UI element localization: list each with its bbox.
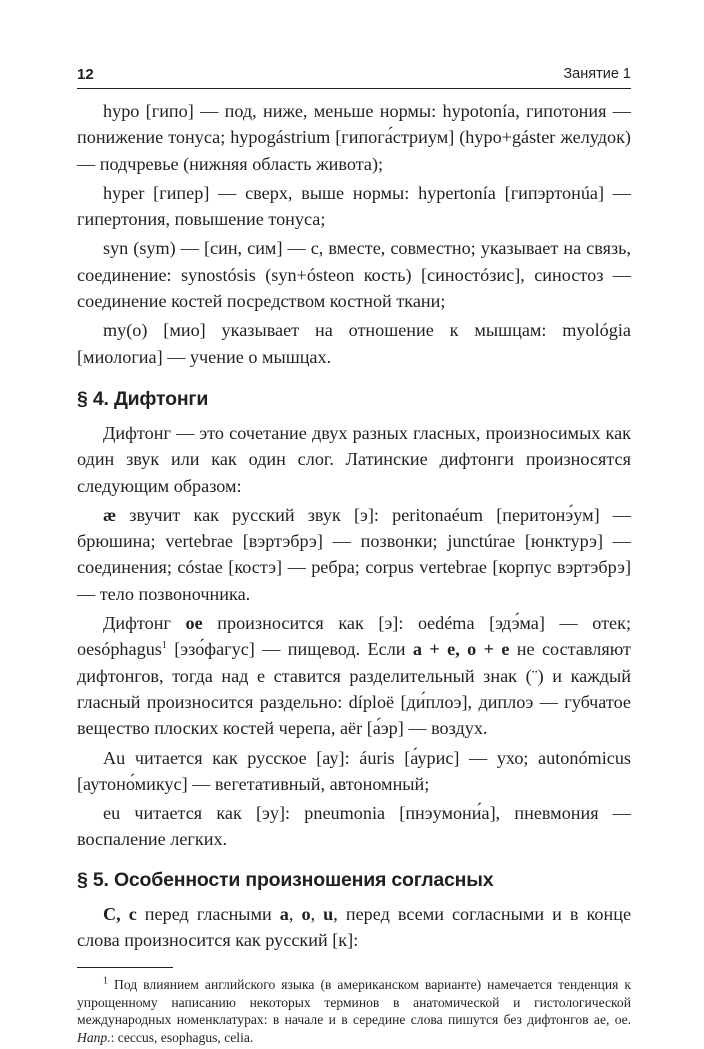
paragraph-consonant-c xyxy=(77,901,631,954)
footnote-reference[interactable]: 1 xyxy=(161,640,167,652)
c-text-2: , перед всеми согласными и в конце слова произносится как русский [к]: xyxy=(77,903,632,951)
page-body xyxy=(77,98,631,1049)
paragraph-au: Au читается как русское [ау]: áuris [а́урис] — ухо; autonómicus [аутоно́микус] — вегетативный, автономный; xyxy=(77,747,631,794)
c-text-1: перед гласными xyxy=(136,903,280,924)
vowel-separator: , xyxy=(288,903,302,924)
paragraph-oe xyxy=(77,610,631,741)
paragraph-eu: eu читается как [эу]: pneumonia [пнэумони́а], пневмония — воспаление легких. xyxy=(77,803,631,850)
vowel-combination: a + e, o + e xyxy=(412,639,510,660)
footnote-example-label: Напр. xyxy=(77,1029,111,1045)
oe-symbol: oe xyxy=(185,613,203,634)
running-header xyxy=(77,64,631,86)
vowel-u: u xyxy=(323,903,334,924)
paragraph-myo: my(o) [мио] указывает на отношение к мышцам: myológia [миологиа] — учение о мышцах. xyxy=(77,320,631,367)
section-5-heading: § 5. Особенности произношения согласных xyxy=(77,868,494,891)
oe-text-3: [эзо́фагус] — пищевод. Если xyxy=(166,639,413,660)
footnote-text-1: Под влиянием английского языка (в американском варианте) намечается тенденция к упрощенному написанию некоторых терминов в анатомической и гистологической международных номенклатурах: в начале и в середине слова пишутся без дифтонгов ae, oe. xyxy=(77,977,631,1028)
footnote-marker: 1 xyxy=(103,975,108,987)
letter-c: С, с xyxy=(103,903,137,924)
oe-text-1: Дифтонг xyxy=(103,613,186,634)
paragraph-diphthong-intro: Дифтонг — это сочетание двух разных гласных, произносимых как один звук или как один слог. Латинские дифтонги произносятся следующим образом: xyxy=(77,422,631,496)
paragraph-hyper: hyper [гипер] — сверх, выше нормы: hypertonía [гипэртонúа] — гипертония, повышение тонуса; xyxy=(77,182,631,230)
header-rule xyxy=(77,88,631,89)
oe-text-4: не составляют дифтонгов, тогда над e ставится разделительный знак (¨) и каждый гласный произносится раздельно: díploë [ди́плоэ], диплоэ — губчатое вещество плоских костей черепа, aër [а́эр] — воздух. xyxy=(77,639,632,739)
vowel-separator: , xyxy=(310,903,324,924)
footnote xyxy=(77,976,631,1046)
vowel-o: o xyxy=(301,903,311,924)
ae-symbol: æ xyxy=(103,504,117,525)
paragraph-ae xyxy=(77,502,631,607)
ae-text: звучит как русский звук [э]: peritonaéum [перитонэ́ум] — брюшина; vertebrae [вэртэбрэ] — позвонки; junctúrae [юнктурэ] — соединения; cóstae [костэ] — ребра; corpus vertebrae [корпус вэртэбрэ] — тело позвоночника. xyxy=(77,504,631,604)
vowel-a: a xyxy=(279,903,289,924)
paragraph-hypo: hypo [гипо] — под, ниже, меньше нормы: hypotonía, гипотония — понижение тонуса; hypogástrium [гипога́стриум] (hypo+gáster желудок) — подчревье (нижняя область живота); xyxy=(77,101,631,174)
footnote-divider xyxy=(77,967,173,968)
oe-text-2: произносится как [э]: oedéma [эдэ́ма] — отек; oesóphagus xyxy=(77,613,631,660)
chapter-title: Занятие 1 xyxy=(563,66,631,82)
footnote-text-2: : ceccus, esophagus, celia. xyxy=(110,1029,254,1045)
page-number: 12 xyxy=(77,66,94,83)
section-4-heading: § 4. Дифтонги xyxy=(77,387,209,410)
paragraph-syn: syn (sym) — [син, сим] — с, вместе, совместно; указывает на связь, соединение: synostósis (syn+ósteon кость) [синостóзис], синостоз — соединение костей посредством костной ткани; xyxy=(77,238,631,312)
